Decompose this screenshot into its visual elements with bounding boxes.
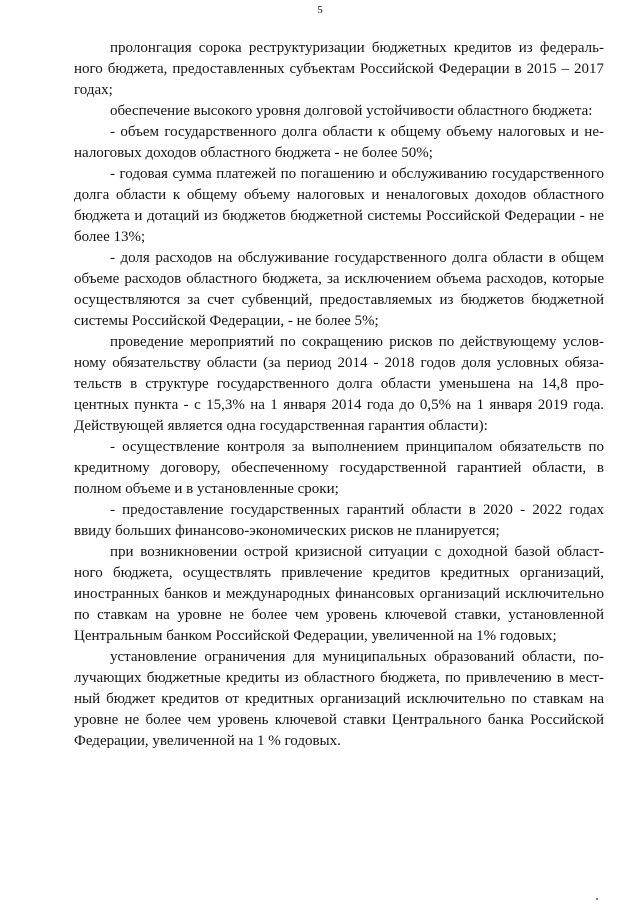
- paragraph-municipal-limits: установление ограничения для муниципальных образований области, получающих бюджетные кредиты из областного бюджета, по привлечению в местный бюджет кредитов от кредитных организаций исключительно по ставкам на уровне не более чем уровень ключевой ставки Центрального банка Российской Федерации, увеличенной на 1 % годовых.: [74, 649, 604, 749]
- scan-speck: [596, 898, 598, 900]
- paragraph-debt-volume-limit: - объем государственного долга области к общему объему налоговых и неналоговых доходов областного бюджета - не более 50%;: [74, 124, 604, 161]
- paragraph-control-obligations: - осуществление контроля за выполнением принципалом обязательств по кредитному договору, обеспеченному государственной гарантией области, в полном объеме и в установленные сроки;: [74, 439, 604, 497]
- paragraph-risk-reduction: проведение мероприятий по сокращению рисков по действующему условному обязательству области (за период 2014 - 2018 годов доля условных обязательств в структуре государственного долга области уменьшена на 14,8 процентных пункта - с 15,3% на 1 января 2014 года до 0,5% на 1 января 2019 года. Действующей является одна государственная гарантия области):: [74, 334, 604, 434]
- paragraph-guarantees-not-planned: - предоставление государственных гарантий области в 2020 - 2022 годах ввиду больших финансово-экономических рисков не планируется;: [74, 502, 604, 539]
- paragraph-prolongation: пролонгация сорока реструктуризации бюджетных кредитов из федерального бюджета, предоставленных субъектам Российской Федерации в 2015 – 2017 годах;: [74, 40, 604, 98]
- document-body: [74, 38, 604, 752]
- paragraph-debt-service-share: - доля расходов на обслуживание государственного долга области в общем объеме расходов областного бюджета, за исключением объема расходов, которые осуществляются за счет субвенций, предоставляемых из бюджетов бюджетной системы Российской Федерации, - не более 5%;: [74, 250, 604, 329]
- page-number: 5: [317, 4, 323, 16]
- paragraph-annual-payments-limit: - годовая сумма платежей по погашению и обслуживанию государственного долга области к общему объему налоговых и неналоговых доходов областного бюджета и дотаций из бюджетов бюджетной системы Российской Федерации - не более 13%;: [74, 166, 604, 245]
- paragraph-debt-sustainability: обеспечение высокого уровня долговой устойчивости областного бюджета:: [110, 103, 593, 119]
- paragraph-crisis-borrowing: при возникновении острой кризисной ситуации с доходной базой областного бюджета, осуществлять привлечение кредитов кредитных организаций, иностранных банков и международных финансовых организаций исключительно по ставкам на уровне не более чем уровень ключевой ставки, установленной Центральным банком Российской Федерации, увеличенной на 1% годовых;: [74, 544, 604, 644]
